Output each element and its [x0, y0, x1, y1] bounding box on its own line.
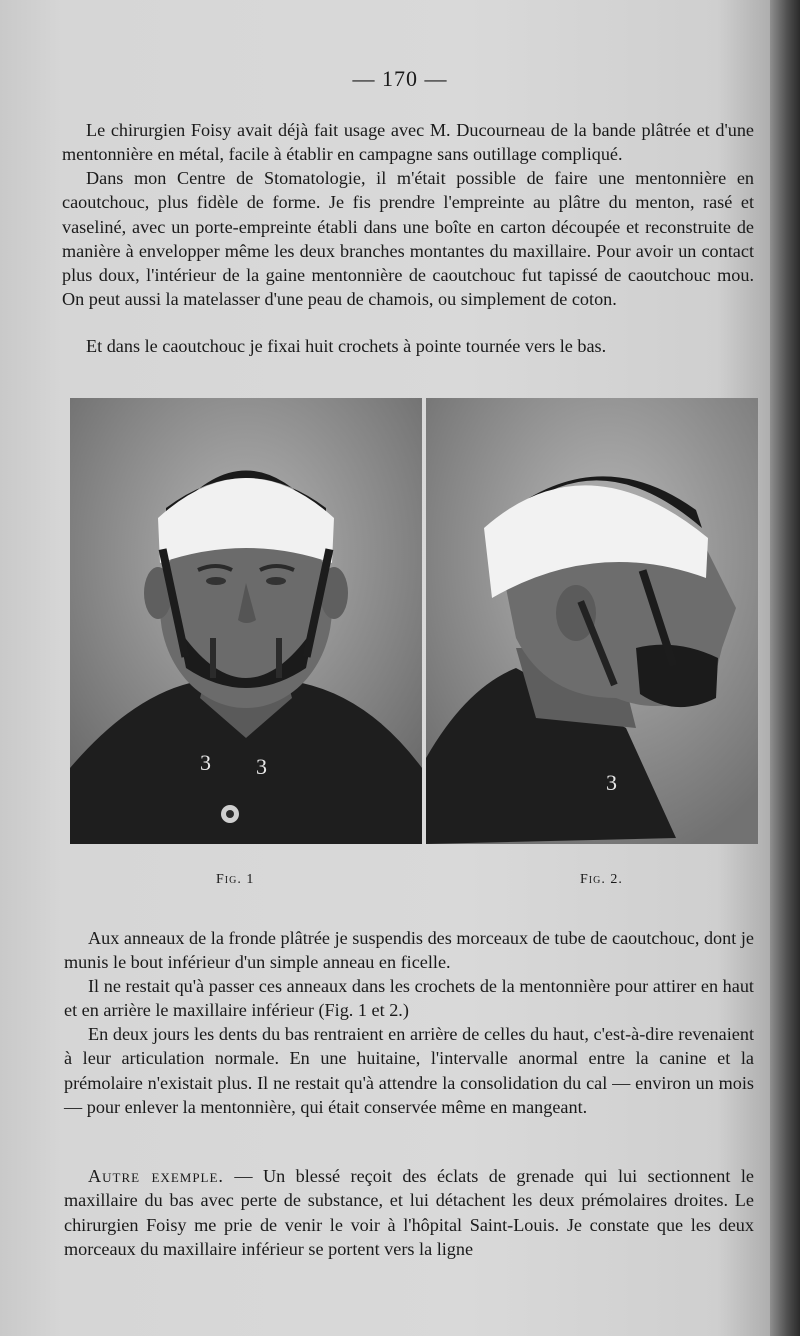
figure-2-photo: [426, 398, 758, 844]
figure-2-caption: Fig. 2.: [580, 872, 623, 887]
paragraph-deux-jours: En deux jours les dents du bas rentraient en arrière de celles du haut, c'est-à-dire revenaient à leur articulation normale. En une huitaine, l'intervalle anormal entre la canine et la prémolaire n'existait plus. Il ne restait qu'à attendre la consolidation du cal — environ un mois — pour enlever la mentonnière, qui était conservée même en mangeant.: [64, 1024, 754, 1117]
paragraph-crochets-mentonniere: Il ne restait qu'à passer ces anneaux dans les crochets de la mentonnière pour attirer en haut et en arrière le maxillaire inférieur (Fig. 1 et 2.): [64, 976, 754, 1021]
figure-1-caption: Fig. 1: [216, 872, 255, 887]
paragraph-crochets: Et dans le caoutchouc je fixai huit crochets à pointe tournée vers le bas.: [86, 336, 607, 356]
paragraph-centre-stomatologie: Dans mon Centre de Stomatologie, il m'était possible de faire une mentonnière en caoutchouc, plus fidèle de forme. Je fis prendre l'empreinte au plâtre du menton, rasé et vaseliné, avec un porte-empreinte établi dans une boîte en carton découpée et reconstruite de manière à envelopper même les deux branches montantes du maxillaire. Pour avoir un contact plus doux, l'intérieur de la gaine mentonnière de caoutchouc fut tapissé de caoutchouc mou. On peut aussi la matelasser d'une peau de chamois, ou simplement de coton.: [62, 168, 754, 310]
autre-exemple-text: — Un blessé reçoit des éclats de grenade qui lui sectionnent le maxillaire du bas avec perte de substance, et lui détachent les deux prémolaires droites. Le chirurgien Foisy me prie de venir le voir à l'hôpital Saint-Louis. Je constate que les deux morceaux du maxillaire inférieur se portent vers la ligne: [64, 1166, 754, 1259]
figure-plate: [70, 398, 758, 844]
page-number: — 170 —: [352, 66, 448, 91]
paragraph-autre-exemple: [64, 1164, 754, 1261]
patient-front-illustration: [70, 398, 422, 844]
paragraph-anneaux: Aux anneaux de la fronde plâtrée je suspendis des morceaux de tube de caoutchouc, dont je munis le bout inférieur d'un simple anneau en ficelle.: [64, 928, 754, 973]
page-edge-shadow: [770, 0, 800, 1336]
collar-number-right: 3: [256, 754, 267, 779]
autre-exemple-label: Autre exemple.: [88, 1166, 224, 1186]
collar-number: 3: [606, 770, 617, 795]
patient-profile-illustration: [426, 398, 758, 844]
collar-number-left: 3: [200, 750, 211, 775]
figure-1-photo: [70, 398, 422, 844]
paragraph-foisy: Le chirurgien Foisy avait déjà fait usage avec M. Ducourneau de la bande plâtrée et d'une mentonnière en métal, facile à établir en campagne sans outillage compliqué.: [62, 120, 754, 165]
